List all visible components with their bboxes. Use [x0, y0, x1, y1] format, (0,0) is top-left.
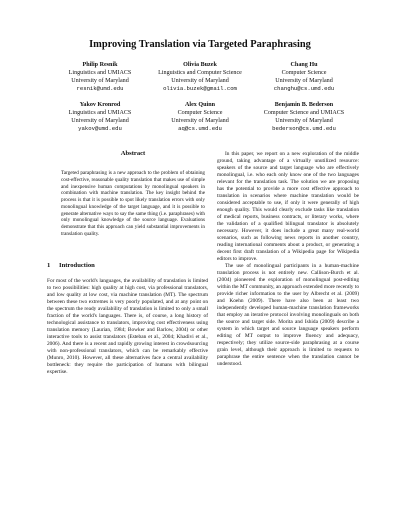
intro-paragraph: In this paper, we report on a new exploration of the middle ground, taking advantage of a virtually unutilized resource: speakers of the source and target language who are effectively monolingual, i.e. who each only know one of the two languages relevant for the translation task. The solution we are proposing has the potential to provide a more cost effective approach to translation in scenarios where machine translation would be considered acceptable to use, if only it were generally of high enough quality. This would clearly exclude tasks like translation of medical reports, business contracts, or literary works, where the validation of a qualified bilingual translator is absolutely necessary. However, it does include a great many real-world scenarios, such as following news reports in another country, reading international comments about a product, or generating a decent first draft translation of a Wikipedia page for Wikipedia editors to improve. — [217, 151, 359, 263]
author-inst: University of Maryland — [171, 78, 229, 84]
section-title: Introduction — [59, 262, 95, 269]
author-name: Philip Resnik — [82, 62, 118, 68]
intro-left-column — [47, 278, 208, 376]
author-dept: Computer Science — [281, 70, 327, 76]
author-name: Alex Quinn — [185, 102, 215, 108]
author-name: Olivia Buzek — [183, 62, 217, 68]
author-dept: Linguistics and UMIACS — [68, 70, 132, 76]
author-block — [140, 61, 260, 93]
abstract-heading: Abstract — [120, 150, 146, 157]
section-heading — [47, 262, 207, 270]
author-email[interactable]: resnik@umd.edu — [76, 85, 124, 92]
author-dept: Linguistics and Computer Science — [158, 70, 242, 76]
author-inst: University of Maryland — [275, 78, 333, 84]
section-number: 1 — [47, 262, 51, 269]
author-name: Chang Hu — [290, 62, 318, 68]
author-email[interactable]: bederson@cs.umd.edu — [272, 125, 336, 132]
author-email[interactable]: yakov@umd.edu — [78, 125, 122, 132]
author-name: Yakov Kronrod — [79, 102, 121, 108]
author-block — [244, 61, 364, 93]
author-email[interactable]: aq@cs.umd.edu — [178, 125, 222, 132]
author-block — [244, 101, 364, 133]
author-inst: University of Maryland — [71, 78, 129, 84]
abstract-text: Targeted paraphrasing is a new approach to the problem of obtaining cost-effective, reasonable quality translation that makes use of simple and inexpensive human computations by monolingual speakers in combination with machine translation. The key insight behind the process is that it is possible to spot likely translation errors with only monolingual knowledge of the target language, and it is possible to generate alternative ways to say the same thing (i.e. paraphrases) with only monolingual knowledge of the source language. Evaluations demonstrate that this approach can yield substantial improvements in translation quality. — [61, 170, 205, 238]
author-dept: Computer Science and UMIACS — [263, 110, 345, 116]
author-block — [140, 101, 260, 133]
author-inst: University of Maryland — [71, 118, 129, 124]
author-name: Benjamin B. Bederson — [274, 102, 334, 108]
intro-right-column — [217, 151, 359, 368]
paper-title: Improving Translation via Targeted Paraphrasing — [89, 39, 311, 50]
author-email[interactable]: changhu@cs.umd.edu — [273, 85, 335, 92]
author-dept: Computer Science — [177, 110, 223, 116]
author-inst: University of Maryland — [171, 118, 229, 124]
intro-paragraph: The use of monolingual participants in a human-machine translation process is not entirely new. Callison-Burch et al. (2004) pioneered the exploration of monolingual post-editing within the MT community, an approach extended more recently to provide richer information to the user by Albrecht et al. (2009) and Koehn (2009). There have also been at least two independently developed human-machine translation frameworks that employ an iterative protocol involving monolinguals on both the source and target side. Morita and Ishida (2009) describe a system in which target and source language speakers perform editing of MT output to improve fluency and adequacy, respectively; they utilize source-side paraphrasing at a course grain level, although their approach is limited to requests to paraphrase the entire sentence when the translation cannot be understood. — [217, 263, 359, 368]
intro-paragraph: For most of the world's languages, the availability of translation is limited to two possibilities: high quality at high cost, via professional translators, and low quality at low cost, via machine translation (MT). The spectrum between these two extremes is very poorly populated, and at any point on the spectrum the ready availability of translation is limited to only a small fraction of the world's languages. There is, of course, a long history of technological assistance to translators, improving cost effectiveness using translation memory (Laurian, 1984; Bowker and Barlow, 2004) or other interactive tools to assist translators (Esteban et al., 2004; Khadivi et al., 2006). And there is a recent and rapidly growing interest in crowdsourcing with non-professional translators, which can be remarkably effective (Munro, 2010). However, all these alternatives face a central availability bottleneck: they require the participation of humans with bilingual expertise. — [47, 278, 208, 376]
author-inst: University of Maryland — [275, 118, 333, 124]
author-email[interactable]: olivia.buzek@gmail.com — [163, 85, 237, 92]
author-dept: Linguistics and UMIACS — [68, 110, 132, 116]
